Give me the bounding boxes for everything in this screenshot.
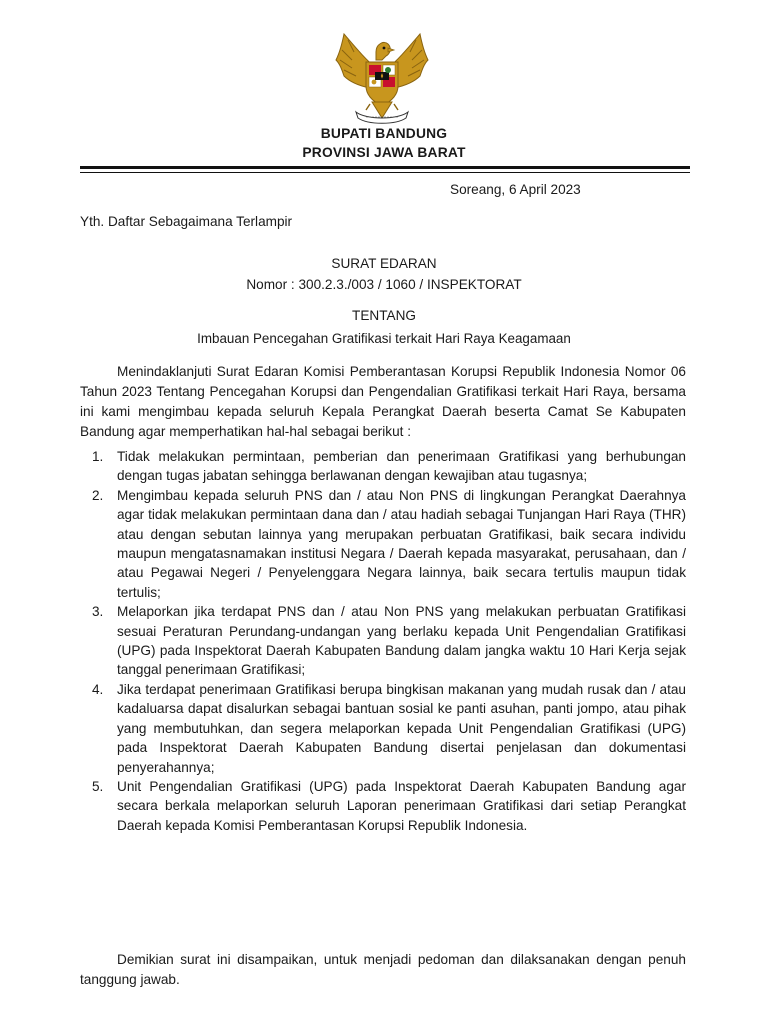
header-divider-thin — [80, 172, 690, 173]
letter-about-label: TENTANG — [352, 308, 416, 323]
list-item-number: 2. — [92, 487, 104, 503]
letter-closing-paragraph: Demikian surat ini disampaikan, untuk menjadi pedoman dan dilaksanakan dengan penuh tanggung jawab. — [80, 952, 686, 987]
list-item-text: Unit Pengendalian Gratifikasi (UPG) pada Inspektorat Daerah Kabupaten Bandung agar secara berkala melaporkan seluruh Laporan penerimaan Gratifikasi dari setiap Perangkat Daerah kepada Komisi Pemberantasan Korupsi Republik Indonesia. — [117, 778, 686, 833]
letter-addressee: Yth. Daftar Sebagaimana Terlampir — [80, 214, 293, 229]
list-item-text: Mengimbau kepada seluruh PNS dan / atau Non PNS di lingkungan Perangkat Daerahnya agar tidak melakukan permintaan dana dan / atau hadiah sebagai Tunjangan Hari Raya (THR) atau dengan sebutan lainnya yang merupakan perbuatan Gratifikasi, baik secara individu maupun mengatasnamakan institusi Negara / Daerah kepada masyarakat, perusahaan, dan / atau Pegawai Negeri / Penyelenggara Negara lainnya, baik secara tertulis maupun tidak tertulis; — [117, 487, 686, 600]
list-item-number: 1. — [92, 449, 104, 464]
header-province-title: PROVINSI JAWA BARAT — [302, 145, 466, 160]
list-item — [80, 602, 686, 680]
letter-subject: Imbauan Pencegahan Gratifikasi terkait Hari Raya Keagamaan — [197, 331, 571, 346]
list-item — [80, 447, 686, 486]
header-regent-title: BUPATI BANDUNG — [320, 126, 448, 141]
list-item — [80, 680, 686, 777]
list-item-number: 3. — [92, 604, 104, 620]
list-item — [80, 486, 686, 602]
letter-date: Soreang, 6 April 2023 — [450, 182, 581, 197]
list-item-text: Jika terdapat penerimaan Gratifikasi berupa bingkisan makanan yang mudah rusak dan / atau kadaluarsa dapat disalurkan sebagai bantuan sosial ke panti asuhan, panti jompo, atau pihak yang membutuhkan, dan segera melaporkan kepada Unit Pengendalian Gratifikasi (UPG) pada Inspektorat Daerah Kabupaten Bandung disertai penjelasan dan dokumentasi penyerahannya; — [117, 681, 686, 775]
letter-type: SURAT EDARAN — [331, 256, 437, 271]
directive-list — [80, 447, 686, 835]
garuda-emblem-icon — [326, 30, 438, 125]
list-item-text: Melaporkan jika terdapat PNS dan / atau Non PNS yang melakukan perbuatan Gratifikasi sesuai Peraturan Perundang-undangan yang berlaku kepada Unit Pengendalian Gratifikasi (UPG) pada Inspektorat Daerah Kabupaten Bandung dalam jangka waktu 10 Hari Kerja sejak tanggal penerimaan Gratifikasi; — [117, 604, 686, 678]
letter-number: Nomor : 300.2.3./003 / 1060 / INSPEKTORAT — [246, 277, 522, 292]
list-item — [80, 777, 686, 835]
list-item-text: Tidak melakukan permintaan, pemberian dan penerimaan Gratifikasi yang berhubungan dengan tugas jabatan sehingga berlawanan dengan kewajiban atau tugasnya; — [117, 449, 686, 484]
header-divider-thick — [80, 166, 690, 169]
letter-intro-paragraph: Menindaklanjuti Surat Edaran Komisi Pemberantasan Korupsi Republik Indonesia Nomor 06 Tahun 2023 Tentang Pencegahan Korupsi dan Pengendalian Gratifikasi terkait Hari Raya, bersama ini kami mengimbau kepada seluruh Kepala Perangkat Daerah beserta Camat Se Kabupaten Bandung agar memperhatikan hal-hal sebagai berikut : — [80, 364, 686, 439]
list-item-number: 5. — [92, 778, 104, 794]
list-item-number: 4. — [92, 681, 104, 697]
